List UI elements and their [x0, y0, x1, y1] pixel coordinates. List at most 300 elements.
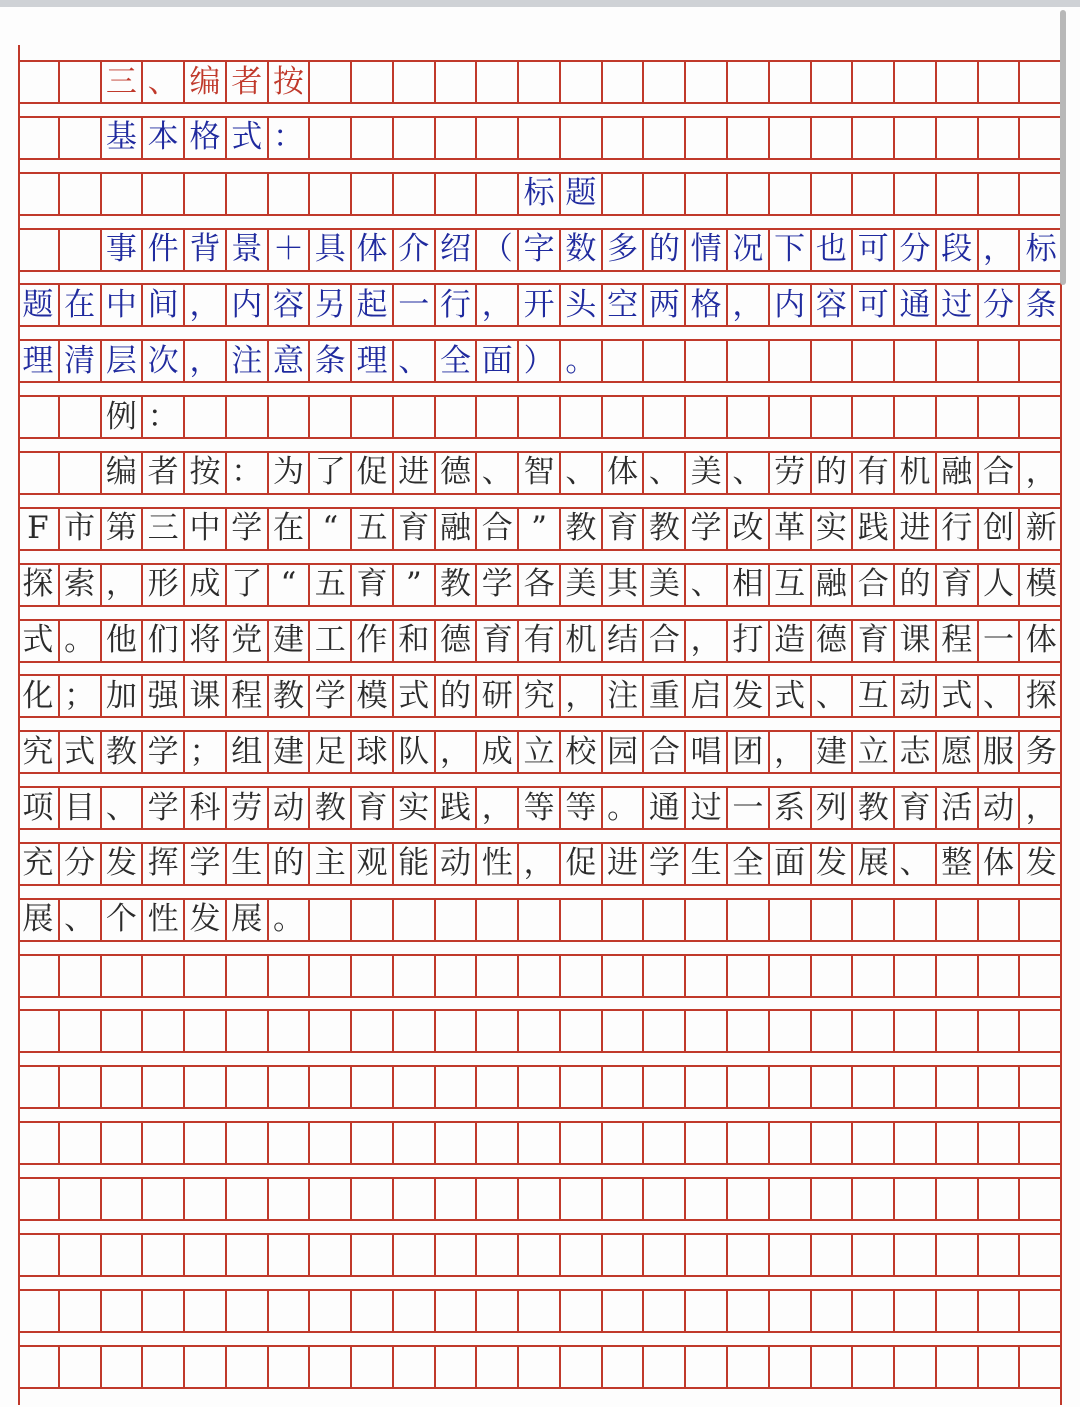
grid-cell: ， — [686, 621, 728, 661]
grid-cell: 模 — [352, 676, 394, 716]
grid-cell: 进 — [895, 509, 937, 549]
grid-cell — [1020, 1179, 1062, 1219]
grid-cell: 五 — [352, 509, 394, 549]
grid-cell — [352, 956, 394, 996]
grid-cell — [18, 1291, 60, 1331]
grid-cell: ， — [185, 341, 227, 381]
grid-cell: 愿 — [937, 732, 979, 772]
grid-cell — [686, 1067, 728, 1107]
grid-cell: 注 — [603, 676, 645, 716]
grid-cell: 、 — [102, 788, 144, 828]
grid-cell: 一 — [979, 621, 1021, 661]
grid-cell: 在 — [60, 285, 102, 325]
grid-cell — [644, 1067, 686, 1107]
grid-cell — [728, 62, 770, 102]
grid-cell — [937, 62, 979, 102]
grid-cell — [979, 1179, 1021, 1219]
grid-cell — [812, 174, 854, 214]
grid-cell: 两 — [644, 285, 686, 325]
grid-cell: ， — [436, 732, 478, 772]
grid-cell — [728, 341, 770, 381]
grid-cell — [60, 1347, 102, 1387]
grid-cell: 展 — [227, 900, 269, 940]
grid-cell: 究 — [18, 732, 60, 772]
grid-cell: 数 — [561, 230, 603, 270]
grid-cell: 究 — [519, 676, 561, 716]
grid-cell — [644, 118, 686, 158]
grid-cell — [603, 1347, 645, 1387]
grid-cell — [352, 1011, 394, 1051]
grid-cell — [352, 1067, 394, 1107]
grid-cell — [979, 1347, 1021, 1387]
grid-cell — [728, 174, 770, 214]
grid-cell — [102, 1179, 144, 1219]
grid-cell — [436, 174, 478, 214]
grid-cell — [477, 118, 519, 158]
grid-cell — [227, 1123, 269, 1163]
grid-cell: 学 — [477, 565, 519, 605]
grid-cell: 式 — [227, 118, 269, 158]
grid-cell — [979, 118, 1021, 158]
grid-cell — [686, 1179, 728, 1219]
grid-cell — [853, 62, 895, 102]
grid-cell: 等 — [519, 788, 561, 828]
grid-cell — [1020, 62, 1062, 102]
grid-cell: 践 — [436, 788, 478, 828]
grid-cell — [60, 62, 102, 102]
grid-cell: 目 — [60, 788, 102, 828]
grid-cell: 个 — [102, 900, 144, 940]
grid-cell: 生 — [227, 844, 269, 884]
grid-cell: 面 — [770, 844, 812, 884]
grid-cell — [436, 1067, 478, 1107]
grid-cell — [269, 1123, 311, 1163]
grid-cell — [60, 1067, 102, 1107]
grid-cell: 相 — [728, 565, 770, 605]
grid-cell: 下 — [770, 230, 812, 270]
grid-cell: ， — [728, 285, 770, 325]
grid-cell: 科 — [185, 788, 227, 828]
grid-cell: ” — [519, 509, 561, 549]
grid-cell: 者 — [227, 62, 269, 102]
grid-cell: 内 — [770, 285, 812, 325]
grid-cell: ： — [269, 118, 311, 158]
grid-cell — [60, 1179, 102, 1219]
grid-cell: 市 — [60, 509, 102, 549]
grid-cell: 、 — [143, 62, 185, 102]
grid-cell — [644, 62, 686, 102]
grid-cell — [1020, 1235, 1062, 1275]
grid-cell — [561, 1011, 603, 1051]
grid-cell: ； — [185, 732, 227, 772]
grid-cell — [143, 956, 185, 996]
grid-cell — [143, 1235, 185, 1275]
grid-cell: 条 — [1025, 286, 1057, 323]
grid-cell: ） — [519, 341, 561, 381]
grid-cell: 一 — [728, 788, 770, 828]
grid-cell — [853, 900, 895, 940]
grid-cell: 德 — [812, 621, 854, 661]
grid-cell: 新 — [1025, 510, 1057, 547]
grid-cell: 多 — [603, 230, 645, 270]
grid-cell — [603, 341, 645, 381]
grid-cell — [937, 397, 979, 437]
grid-cell — [394, 1067, 436, 1107]
grid-cell — [895, 174, 937, 214]
grid-cell — [895, 1067, 937, 1107]
grid-cell: ， — [770, 732, 812, 772]
grid-cell — [603, 956, 645, 996]
grid-cell: 介 — [394, 230, 436, 270]
grid-cell: 有 — [519, 621, 561, 661]
grid-cell — [812, 900, 854, 940]
grid-cell: 景 — [227, 230, 269, 270]
grid-cell — [770, 1011, 812, 1051]
grid-cell: 清 — [60, 341, 102, 381]
grid-cell — [477, 62, 519, 102]
grid-cell — [812, 397, 854, 437]
grid-cell: 、 — [561, 453, 603, 493]
grid-cell: 团 — [728, 732, 770, 772]
grid-cell: 、 — [728, 453, 770, 493]
grid-cell: 全 — [728, 844, 770, 884]
grid-cell — [352, 174, 394, 214]
grid-cell — [728, 1235, 770, 1275]
grid-cell — [1020, 956, 1062, 996]
grid-cell — [143, 1011, 185, 1051]
grid-cell — [770, 118, 812, 158]
grid-cell: 性 — [477, 844, 519, 884]
grid-cell — [979, 1067, 1021, 1107]
grid-cell — [728, 956, 770, 996]
grid-cell: ， — [1025, 789, 1057, 826]
grid-cell — [686, 1123, 728, 1163]
grid-cell — [770, 341, 812, 381]
grid-cell: 体 — [603, 453, 645, 493]
grid-cell: 研 — [477, 676, 519, 716]
grid-row — [18, 1345, 1062, 1389]
grid-cell — [60, 1123, 102, 1163]
grid-cell: ； — [60, 676, 102, 716]
grid-cell: 分 — [895, 230, 937, 270]
grid-cell — [644, 397, 686, 437]
grid-cell: 园 — [603, 732, 645, 772]
grid-cell: 容 — [812, 285, 854, 325]
grid-cell — [269, 1291, 311, 1331]
grid-cell — [477, 174, 519, 214]
grid-cell: 其 — [603, 565, 645, 605]
grid-cell: 三 — [143, 509, 185, 549]
grid-cell: 过 — [937, 285, 979, 325]
grid-cell — [895, 1347, 937, 1387]
grid-row — [18, 395, 1062, 439]
grid-cell: 党 — [227, 621, 269, 661]
grid-row — [18, 451, 1062, 495]
grid-cell — [477, 1123, 519, 1163]
grid-cell: 教 — [102, 732, 144, 772]
grid-cell — [394, 397, 436, 437]
grid-cell — [895, 62, 937, 102]
grid-cell: 在 — [269, 509, 311, 549]
grid-cell — [18, 1067, 60, 1107]
grid-row — [18, 842, 1062, 886]
grid-cell — [979, 900, 1021, 940]
grid-cell — [686, 1011, 728, 1051]
grid-cell — [394, 174, 436, 214]
grid-cell: 结 — [603, 621, 645, 661]
grid-cell — [644, 1179, 686, 1219]
grid-cell — [60, 174, 102, 214]
grid-cell: 程 — [937, 621, 979, 661]
grid-cell: 充 — [18, 844, 60, 884]
grid-cell: 德 — [436, 621, 478, 661]
grid-cell: 题 — [18, 285, 60, 325]
grid-cell: 成 — [185, 565, 227, 605]
grid-cell — [979, 1291, 1021, 1331]
grid-cell: 。 — [269, 900, 311, 940]
grid-cell — [979, 62, 1021, 102]
grid-cell: 题 — [561, 174, 603, 214]
grid-cell — [310, 62, 352, 102]
grid-cell: 式 — [394, 676, 436, 716]
grid-cell: 德 — [436, 453, 478, 493]
grid-cell — [436, 1291, 478, 1331]
grid-cell: 人 — [979, 565, 1021, 605]
grid-cell: 校 — [561, 732, 603, 772]
grid-cell: 格 — [686, 285, 728, 325]
grid-cell — [60, 230, 102, 270]
grid-cell — [770, 1179, 812, 1219]
grid-cell: 中 — [102, 285, 144, 325]
grid-cell — [644, 956, 686, 996]
grid-cell — [436, 397, 478, 437]
grid-cell: 的 — [269, 844, 311, 884]
grid-cell — [352, 118, 394, 158]
grid-cell — [60, 397, 102, 437]
grid-cell — [519, 1235, 561, 1275]
grid-cell: 学 — [143, 732, 185, 772]
grid-cell — [18, 174, 60, 214]
grid-cell — [603, 1179, 645, 1219]
grid-cell — [895, 397, 937, 437]
grid-cell — [979, 956, 1021, 996]
grid-cell — [561, 956, 603, 996]
grid-cell — [770, 1347, 812, 1387]
grid-cell — [937, 1179, 979, 1219]
grid-cell — [394, 1347, 436, 1387]
grid-cell — [519, 1179, 561, 1219]
grid-cell: 将 — [185, 621, 227, 661]
grid-cell: 育 — [937, 565, 979, 605]
grid-cell — [1020, 1123, 1062, 1163]
grid-cell: 基 — [102, 118, 144, 158]
grid-cell: 志 — [895, 732, 937, 772]
grid-cell: 开 — [519, 285, 561, 325]
grid-cell: 组 — [227, 732, 269, 772]
grid-cell — [394, 1123, 436, 1163]
grid-cell — [686, 900, 728, 940]
grid-cell: ， — [102, 565, 144, 605]
grid-cell: 发 — [102, 844, 144, 884]
grid-cell — [18, 1235, 60, 1275]
grid-cell — [310, 1235, 352, 1275]
grid-row — [18, 1177, 1062, 1221]
grid-row — [18, 228, 1062, 272]
grid-cell — [477, 1179, 519, 1219]
grid-cell — [770, 174, 812, 214]
grid-cell: 唱 — [686, 732, 728, 772]
grid-cell: 性 — [143, 900, 185, 940]
grid-cell: 务 — [1025, 733, 1057, 770]
grid-cell: 挥 — [143, 844, 185, 884]
grid-cell: 美 — [561, 565, 603, 605]
grid-cell — [728, 118, 770, 158]
grid-cell — [561, 397, 603, 437]
grid-cell: 进 — [394, 453, 436, 493]
grid-row — [18, 172, 1062, 216]
grid-cell: 学 — [143, 788, 185, 828]
grid-cell — [185, 1179, 227, 1219]
grid-cell — [18, 397, 60, 437]
grid-cell: 本 — [143, 118, 185, 158]
grid-cell: 式 — [18, 621, 60, 661]
grid-cell — [728, 1179, 770, 1219]
grid-cell — [310, 1011, 352, 1051]
grid-cell — [310, 1347, 352, 1387]
grid-cell — [18, 453, 60, 493]
grid-cell: 动 — [269, 788, 311, 828]
grid-cell: 动 — [895, 676, 937, 716]
grid-cell: 践 — [853, 509, 895, 549]
grid-cell: ， — [1025, 454, 1057, 491]
grid-cell — [561, 1235, 603, 1275]
grid-cell — [603, 1011, 645, 1051]
grid-cell: 体 — [352, 230, 394, 270]
grid-cell: 机 — [561, 621, 603, 661]
grid-cell: F — [18, 509, 60, 549]
grid-cell — [853, 118, 895, 158]
grid-cell — [812, 1067, 854, 1107]
scrollbar[interactable] — [1060, 10, 1066, 285]
grid-cell — [644, 174, 686, 214]
grid-cell — [561, 1291, 603, 1331]
grid-cell — [102, 1347, 144, 1387]
grid-cell: 发 — [812, 844, 854, 884]
grid-row — [18, 283, 1062, 327]
grid-cell: 项 — [18, 788, 60, 828]
grid-cell: 育 — [853, 621, 895, 661]
grid-cell — [1020, 1067, 1062, 1107]
grid-cell — [18, 1347, 60, 1387]
grid-cell: 队 — [394, 732, 436, 772]
grid-cell — [603, 397, 645, 437]
grid-cell — [1020, 174, 1062, 214]
grid-cell: 学 — [227, 509, 269, 549]
grid-cell: “ — [310, 509, 352, 549]
grid-cell: 例 — [102, 397, 144, 437]
grid-cell: 生 — [686, 844, 728, 884]
grid-cell — [895, 1179, 937, 1219]
grid-cell: 标 — [1025, 231, 1057, 268]
grid-cell — [686, 118, 728, 158]
grid-cell: 也 — [812, 230, 854, 270]
grid-cell — [310, 956, 352, 996]
grid-cell: 起 — [352, 285, 394, 325]
grid-cell — [895, 1235, 937, 1275]
grid-cell — [603, 174, 645, 214]
grid-cell — [770, 1067, 812, 1107]
grid-cell: 加 — [102, 676, 144, 716]
grid-cell — [102, 1235, 144, 1275]
grid-cell — [644, 1235, 686, 1275]
grid-cell — [143, 1179, 185, 1219]
grid-cell — [603, 1291, 645, 1331]
grid-cell — [185, 1011, 227, 1051]
grid-cell: 了 — [310, 453, 352, 493]
grid-cell: 头 — [561, 285, 603, 325]
grid-cell — [436, 118, 478, 158]
grid-cell — [269, 1347, 311, 1387]
grid-cell — [269, 1179, 311, 1219]
grid-cell — [477, 1067, 519, 1107]
grid-cell: 体 — [979, 844, 1021, 884]
grid-row — [18, 116, 1062, 160]
grid-cell: 活 — [937, 788, 979, 828]
grid-cell: 实 — [812, 509, 854, 549]
grid-cell — [352, 1347, 394, 1387]
grid-cell — [812, 1347, 854, 1387]
grid-cell — [352, 900, 394, 940]
grid-cell — [227, 1067, 269, 1107]
grid-cell: 动 — [436, 844, 478, 884]
grid-cell — [227, 174, 269, 214]
grid-cell — [519, 1123, 561, 1163]
grid-cell — [310, 174, 352, 214]
grid-cell: 况 — [728, 230, 770, 270]
grid-cell — [102, 174, 144, 214]
grid-cell — [770, 900, 812, 940]
grid-cell — [102, 1291, 144, 1331]
grid-cell — [853, 174, 895, 214]
grid-cell — [436, 1347, 478, 1387]
grid-cell: 内 — [227, 285, 269, 325]
grid-cell — [60, 1235, 102, 1275]
grid-cell: 、 — [979, 676, 1021, 716]
grid-cell — [812, 1179, 854, 1219]
grid-cell: 五 — [310, 565, 352, 605]
grid-cell — [269, 397, 311, 437]
grid-cell: 教 — [853, 788, 895, 828]
grid-cell: 育 — [352, 565, 394, 605]
grid-cell — [18, 1011, 60, 1051]
grid-cell — [436, 956, 478, 996]
grid-cell — [561, 900, 603, 940]
grid-cell: 编 — [102, 453, 144, 493]
grid-cell — [561, 118, 603, 158]
grid-cell: 工 — [310, 621, 352, 661]
grid-cell: 各 — [519, 565, 561, 605]
grid-cell: 分 — [979, 285, 1021, 325]
grid-cell: 理 — [18, 341, 60, 381]
grid-row — [18, 1289, 1062, 1333]
grid-row — [18, 563, 1062, 607]
grid-cell: 机 — [895, 453, 937, 493]
grid-cell: 融 — [937, 453, 979, 493]
grid-cell: 事 — [102, 230, 144, 270]
grid-cell — [394, 1235, 436, 1275]
grid-cell: ， — [477, 285, 519, 325]
grid-cell — [895, 1123, 937, 1163]
